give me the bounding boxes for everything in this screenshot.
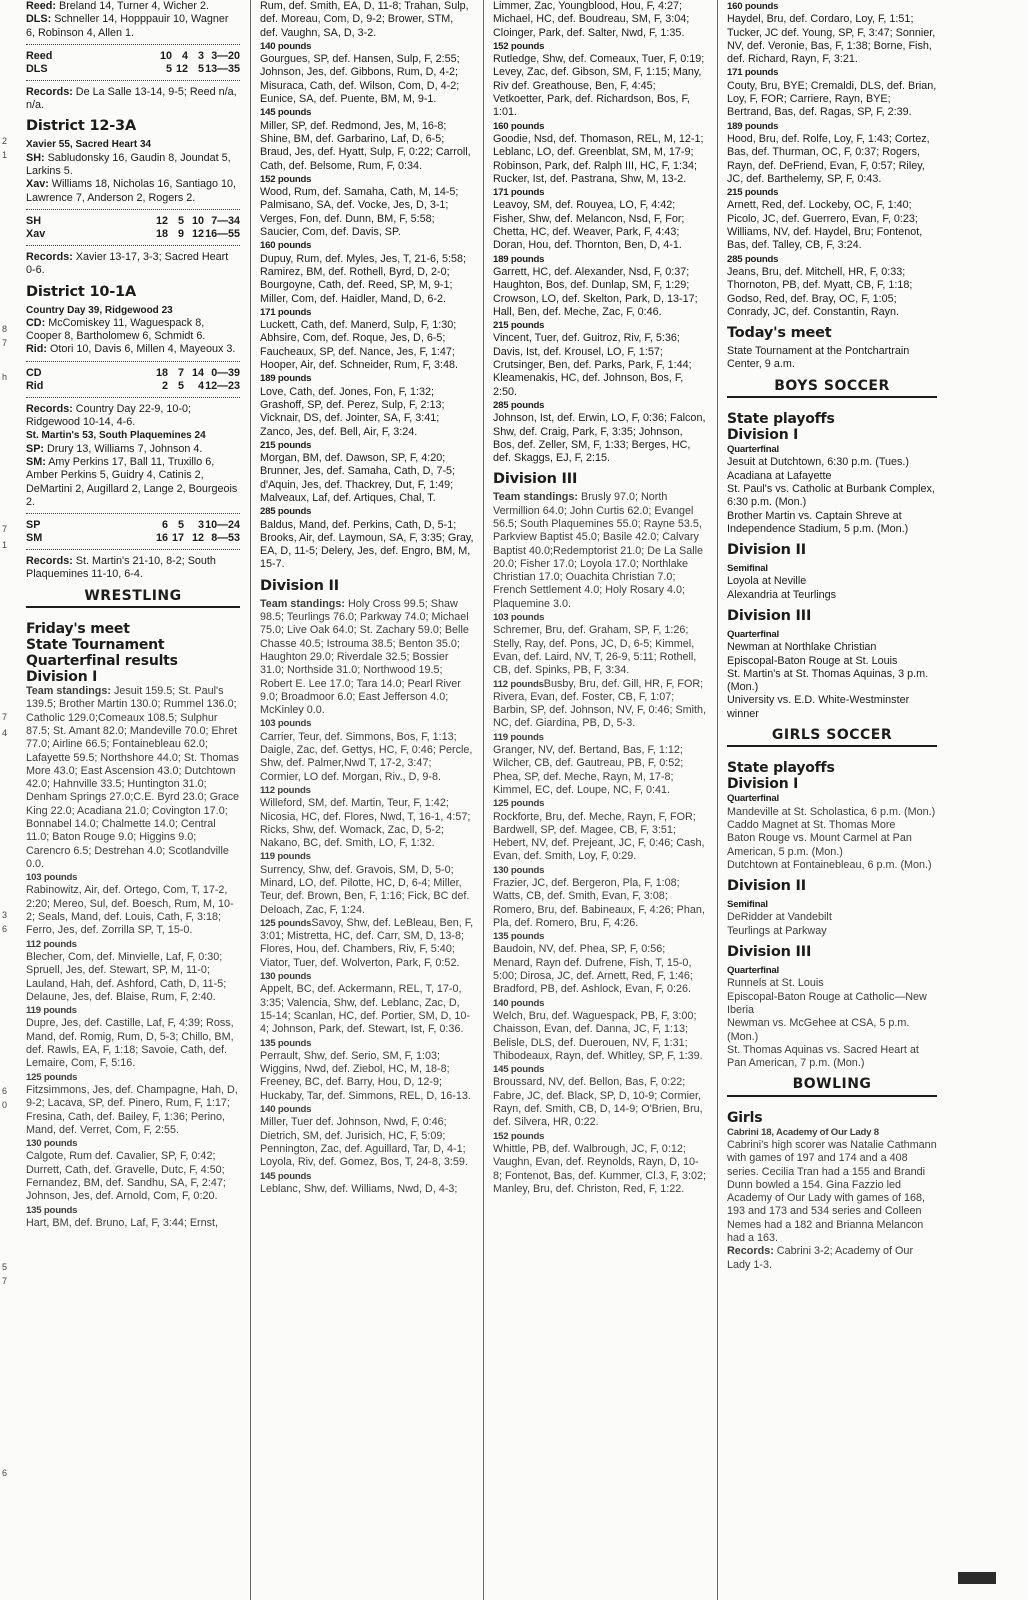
results-paragraph: Dupuy, Rum, def. Myles, Jes, T, 21-6, 5:58; Ramirez, BM, def. Rothell, Byrd, D, 2-0; Bourgoyne, Cath, def. Reed, SP, M, 9-1; Miller, Com, def. Haidler, Mand, D, 6-2. (260, 252, 467, 305)
game-listing: St. Martin's at St. Thomas Aquinas, 3 p.m. (Mon.) (727, 667, 929, 694)
section-heading-wrestling: WRESTLING (26, 582, 240, 608)
results-paragraph: 160 pounds (260, 240, 312, 252)
gutter-mark: 6 (2, 1086, 8, 1096)
games-list (727, 575, 937, 602)
results-paragraph: Welch, Bru, def. Waguespack, PB, F, 3:00; Chaisson, Evan, def. Danna, JC, F, 1:13; Belisle, DLS, def. Duerouen, NV, F, 1:31; Thibodeaux, Rayn, def. Whitley, SP, F, 1:39. (493, 1009, 703, 1062)
records-line: Records: De La Salle 13-14, 9-5; Reed n/a, n/a. (26, 85, 237, 112)
todays-meet-text: State Tournament at the Pontchartrain Center, 9 a.m. (727, 345, 910, 371)
results-paragraph: 171 pounds (727, 67, 779, 79)
records-line: Records: Cabrini 3-2; Academy of Our Lady 1-3. (727, 1245, 914, 1271)
results-body (26, 685, 240, 1230)
column-4 (727, 0, 937, 1600)
results-paragraph: Garrett, HC, def. Alexander, Nsd, F, 0:37; Haughton, Bos, def. Dunlap, SM, F, 1:29; Crowson, LO, def. Skelton, Park, D, 13-17; Hall, Ben, def. Meche, Zac, F, 0:46. (493, 265, 698, 318)
results-paragraph: Rum, def. Smith, EA, D, 11-8; Trahan, Sulp, def. Moreau, Com, D, 9-2; Brower, STM, def. Vaughn, SA, D, 3-2. (260, 0, 469, 39)
results-paragraph: Goodie, Nsd, def. Thomason, REL, M, 12-1; Leblanc, LO, def. Greenblat, SM, M, 17-9; Robinson, Park, def. Ralph III, HC, F, 1:34; Rucker, Ist, def. Pastrana, Shw, M, 13-2. (493, 132, 704, 185)
results-paragraph: Team standings: Jesuit 159.5; St. Paul's 139.5; Brother Martin 130.0; Rummel 136.0; Catholic 129.0;Comeaux 108.5; Sulphur 87.5; St. Amant 82.0; Mandeville 70.0; Ehret 77.0; Airline 66.5; Fontainebleau 62.0; Lafayette 59.5; Northshore 44.0; St. Thomas More 43.0; East Ascension 43.0; Dutchtown 42.0; Hahnville 33.5; Huntington 31.0; Denham Springs 27.0;C.E. Byrd 23.0; Grace King 22.0; Acadiana 21.0; Covington 17.0; Bonnabel 14.0; Chalmette 14.0; Central 11.0; Baton Rouge 9.0; Higgins 9.0; Carencro 6.5; Destrehan 4.0; Scotlandville 0.0. (26, 685, 240, 870)
gutter-mark: 0 (2, 1100, 8, 1110)
results-paragraph: 130 pounds (493, 864, 545, 876)
results-paragraph: Morgan, BM, def. Dawson, SP, F, 4:20; Brunner, Jes, def. Samaha, Cath, D, 7-5; d'Aquin, Jes, def. Thackrey, Dut, F, 1:49; Malveaux, Laf, def. Artiques, Chal, T. (260, 452, 456, 504)
results-paragraph: Leavoy, SM, def. Rouyea, LO, F, 4:42; Fisher, Shw, def. Melancon, Nsd, F, For; Chetta, HC, def. Weaver, Park, F, 4:43; Doran, Hou, def. Thornton, Ben, D, 4-1. (493, 199, 685, 252)
game-listing: Newman vs. McGehee at CSA, 5 p.m. (Mon.) (727, 1017, 910, 1043)
results-paragraph: Schremer, Bru, def. Graham, SP, F, 1:26; Stelly, Ray, def. Pons, JC, D, 6-5; Kimmel, Evan, def. Laird, NV, T, 26-9, 5:11; Rothell, CB, def. Spinks, PB, F, 3:34. (493, 624, 697, 677)
results-paragraph: Hart, BM, def. Bruno, Laf, F, 3:44; Ernst, (26, 1216, 219, 1229)
dotted-rule (26, 549, 240, 550)
results-body (727, 0, 937, 319)
playoffs-heading: State playoffs (727, 411, 835, 428)
results-paragraph: Carrier, Teur, def. Simmons, Bos, F, 1:13; Daigle, Zac, def. Gettys, HC, F, 0:46; Percle, Shw, def. Palmer,Nwd T, 17-2, 3:47; Cormier, LO def. Morgan, Riv., D, 9-8. (260, 730, 473, 783)
results-paragraph: Broussard, NV, def. Bellon, Bas, F, 0:22; Fabre, JC, def. Black, SP, D, 10-9; Cormier, Rayn, def. Smith, CB, D, 14-9; O'Brien, Bru, def. Silvera, HR, 0:22. (493, 1076, 703, 1129)
round-label: Quarterfinal (727, 628, 779, 640)
gutter-mark: 1 (2, 150, 8, 160)
linescore-row: CD 18 7 14 0—39 (26, 366, 240, 379)
division-heading: Division III (493, 471, 578, 488)
results-paragraph: 125 pounds (493, 798, 545, 810)
game-listing: Alexandria at Teurlings (727, 588, 837, 601)
meet-heading: Quarterfinal results (26, 653, 178, 670)
dotted-rule (26, 80, 240, 81)
gutter-mark: 3 (2, 910, 8, 920)
results-paragraph: Appelt, BC, def. Ackermann, REL, T, 17-0, 3:35; Valencia, Shw, def. Leblanc, Zac, D, 15-14; Scanlan, HC, def. Portier, SM, D, 10-4; Johnson, Park, def. Stewart, Ist, F, 0:36. (260, 983, 471, 1036)
column-rule (250, 0, 251, 1600)
results-paragraph: Gourgues, SP, def. Hansen, Sulp, F, 2:55; Johnson, Jes, def. Gibbons, Rum, D, 4-2; Misuraca, Cath, def. Wilson, Com, D, 4-2; Eunice, SA, def. Puente, BM, M, 9-1. (260, 53, 460, 106)
game-listing: University vs. E.D. White-Westminster winner (727, 694, 910, 720)
dotted-rule (26, 209, 240, 210)
gutter-mark: 4 (2, 728, 8, 738)
district-heading: District 10-1A (26, 283, 136, 300)
scorer-line: Reed: Breland 14, Turner 4, Wicher 2. (26, 0, 210, 12)
results-paragraph: 119 pounds (26, 1005, 77, 1017)
column-3 (493, 0, 707, 1600)
results-paragraph: 140 pounds (260, 40, 312, 52)
scorer-line: CD: McComiskey 11, Waguespack 8, Cooper 8, Bartholomew 6, Schmidt 6. (26, 316, 206, 343)
playoffs-heading: State playoffs (727, 760, 835, 777)
dotted-rule (26, 44, 240, 45)
round-label: Quarterfinal (727, 444, 779, 456)
division-heading: Division II (260, 577, 339, 594)
linescore-row: SH 12 5 10 7—34 (26, 214, 240, 227)
results-paragraph: 103 pounds (493, 612, 545, 624)
results-paragraph: 130 pounds (260, 971, 312, 983)
game-listing: Episcopal-Baton Rouge at St. Louis (727, 654, 898, 667)
game-listing: Loyola at Neville (727, 575, 807, 588)
results-paragraph: 285 pounds (727, 253, 779, 265)
results-paragraph: Team standings: Brusly 97.0; North Vermillion 64.0; John Curtis 62.0; Evangel 56.5; South Plaquemines 55.0; Rayne 53.5, Parkview Baptist 45.0; Basile 42.0; Calvary Baptist 40.0;Redemptorist 21.0; De La Salle 20.0; Fisher 17.0; Loyola 17.0; Northlake Christian 17.0; Ouachita Christian 7.0; French Settlement 4.0; Holy Rosary 4.0; Plaquemine 3.0. (493, 491, 704, 610)
results-paragraph: 112 poundsBusby, Bru, def. Gill, HR, F, FOR; Rivera, Evan, def. Foster, CB, F, 1:07; Barbin, SP, def. Johnson, NV, F, 0:46; Smith, NC, def. Giardina, PB, D, 5-3. (493, 677, 707, 730)
game-listing: St. Thomas Aquinas vs. Sacred Heart at Pan American, 7 p.m. (Mon.) (727, 1043, 919, 1070)
division-heading: Division III (727, 944, 812, 961)
results-paragraph: Love, Cath, def. Jones, Fon, F, 1:32; Grashoff, SP, def. Perez, Sulp, F, 2:13; Vicknair, DS, def. Jointer, SA, F, 3:41; Zanco, Jes, def. Bell, Air, F, 3:24. (260, 385, 445, 438)
results-paragraph: Willeford, SM, def. Martin, Teur, F, 1:42; Nicosia, HC, def. Flores, Nwd, T, 16-1, 4:57; Ricks, Shw, def. Womack, Zac, D, 5-2; Nakano, BC, def. Smith, LO, F, 1:32. (260, 797, 471, 850)
game-listing: Baton Rouge vs. Mount Carmel at Pan American, 5 p.m. (Mon.) (727, 832, 912, 858)
results-body (260, 0, 474, 572)
game-listing: Jesuit at Dutchtown, 6:30 p.m. (Tues.) (727, 456, 910, 469)
round-label: Quarterfinal (727, 965, 779, 977)
results-paragraph: 112 pounds (260, 784, 311, 796)
division-heading: Division II (727, 878, 806, 895)
results-paragraph: Blecher, Com, def. Minvielle, Laf, F, 0:30; Spruell, Jes, def. Stewart, SP, M, 11-0; Lauland, Hah, def. Ashford, Cath, D, 11-5; Delaune, Jes, def. Blaise, Rum, F, 2:40. (26, 950, 227, 1003)
gutter-mark: 1 (2, 540, 8, 550)
gutter-mark: 6 (2, 1468, 8, 1478)
results-paragraph: 119 pounds (493, 731, 544, 743)
gutter-mark: 8 (2, 324, 8, 334)
gutter-mark: 7 (2, 712, 8, 722)
results-paragraph: 119 pounds (260, 851, 311, 863)
results-paragraph: Luckett, Cath, def. Manerd, Sulp, F, 1:30; Abhsire, Com, def. Roque, Jes, D, 6-5; Faucheaux, SP, def. Nance, Jes, F, 1:47; Hooper, Air, def. Schneider, Rum, F, 3:48. (260, 319, 459, 372)
scorer-line: SM: Amy Perkins 17, Ball 11, Truxillo 6, Amber Perkins 5, Guidry 4, Catinis 2, DeMartini 2, Augillard 2, Lange 2, Bourgeois 2. (26, 455, 238, 508)
game-listing: Teurlings at Parkway (727, 924, 827, 937)
column-rule (483, 0, 484, 1600)
game-result: Xavier 55, Sacred Heart 34 (26, 139, 152, 151)
black-box (958, 1572, 996, 1584)
division-heading: Division I (26, 669, 98, 686)
scorer-line: Xav: Williams 18, Nicholas 16, Santiago 10, Lawrence 7, Anderson 2, Rogers 2. (26, 178, 237, 204)
district-heading: District 12-3A (26, 118, 136, 135)
results-paragraph: 152 pounds (493, 40, 545, 52)
results-paragraph: 285 pounds (493, 399, 545, 411)
bowling-game: Cabrini 18, Academy of Our Lady 8 (727, 1126, 879, 1138)
results-paragraph: Hood, Bru, def. Rolfe, Loy, F, 1:43; Cortez, Bas, def. Thurman, OC, F, 0:37; Rogers, Rayn, def. DeFriend, Evan, F, 0:57; Riley, JC, def. Barthelemy, SP, F, 0:43. (727, 132, 930, 185)
results-paragraph: 189 pounds (493, 253, 545, 265)
results-paragraph: 125 poundsSavoy, Shw, def. LeBleau, Ben, F, 3:01; Mistretta, HC, def. Carr, SM, D, 13-8; Flores, Hou, def. Chambers, Riv, F, 5:40; Viator, Tuer, def. Wolverton, Park, F, 0:52. (260, 916, 474, 969)
records-line: Records: Xavier 13-17, 3-3; Sacred Heart 0-6. (26, 250, 229, 277)
bowling-girls-heading: Girls (727, 1109, 763, 1126)
results-paragraph: 285 pounds (260, 506, 312, 518)
division-heading: Division I (727, 776, 799, 793)
gutter-mark: h (2, 372, 8, 382)
results-paragraph: Leblanc, Shw, def. Williams, Nwd, D, 4-3; (260, 1182, 458, 1195)
results-paragraph: Limmer, Zac, Youngblood, Hou, F, 4:27; Michael, HC, def. Boudreau, SM, F, 3:04; Cloinger, Park, def. Salter, Nwd, F, 1:35. (493, 0, 690, 39)
results-paragraph: 103 pounds (260, 718, 312, 730)
scorer-line: SH: Sabludonsky 16, Gaudin 8, Joundat 5, Larkins 5. (26, 151, 231, 178)
game-listing: Runnels at St. Louis (727, 977, 824, 990)
results-body (493, 0, 707, 465)
linescore-row: Xav 18 9 12 16—55 (26, 227, 240, 240)
results-paragraph: Baldus, Mand, def. Perkins, Cath, D, 5-1; Brooks, Air, def. Laymoun, SA, F, 3:35; Gray, EA, D, 11-5; Delery, Jes, def. Engro, BM, M, 15-7. (260, 518, 474, 571)
section-heading-bowling: BOWLING (727, 1070, 937, 1096)
results-paragraph: 125 pounds (26, 1071, 78, 1083)
results-paragraph: 103 pounds (26, 872, 78, 884)
gutter-mark: 5 (2, 1262, 8, 1272)
division-heading: Division I (727, 427, 799, 444)
division-heading: Division III (727, 607, 812, 624)
results-paragraph: Rutledge, Shw, def. Comeaux, Tuer, F, 0:19; Levey, Zac, def. Gibson, SM, F, 1:15; Many, Riv def. Greathouse, Ben, F, 4:45; Vetkoetter, Park, def. Richardson, Bos, F, 1:01. (493, 53, 705, 119)
results-paragraph: 130 pounds (26, 1138, 78, 1150)
section-heading-boys-soccer: BOYS SOCCER (727, 372, 937, 398)
results-paragraph: 135 pounds (493, 931, 545, 943)
linescore-row: Reed 10 4 3 3—20 (26, 49, 240, 62)
column-1 (26, 0, 240, 1600)
games-list (727, 911, 937, 938)
results-paragraph: Vincent, Tuer, def. Guitroz, Riv, F, 5:36; Davis, Ist, def. Krousel, LO, F, 1:57; Crutsinger, Ben, def. Parks, Park, F, 1:44; Kleamenakis, HC, def. Johnson, Bos, F, 2:50. (493, 332, 692, 398)
results-paragraph: 140 pounds (493, 997, 545, 1009)
game-listing: Mandeville at St. Scholastica, 6 p.m. (Mon.) (727, 805, 936, 818)
results-paragraph: 215 pounds (493, 320, 545, 332)
linescore-row: SM 16 17 12 8—53 (26, 532, 240, 545)
todays-meet-heading: Today's meet (727, 325, 832, 342)
results-paragraph: Calgote, Rum def. Cavalier, SP, F, 0:42; Durrett, Cath, def. Gravelle, Dutc, F, 4:50; Fernandez, BM, def. Sandhu, SA, F, 2:47; Johnson, Jes, def. Arnold, Com, F, 0:20. (26, 1150, 226, 1203)
results-paragraph: 145 pounds (260, 107, 312, 119)
results-paragraph: 171 pounds (493, 187, 545, 199)
results-paragraph: Baudoin, NV, def. Phea, SP, F, 0:56; Menard, Rayn def. Dufrene, Fish, T, 15-0, 5:00; Dirosa, JC, def. Arnett, Red, F, 1:46; Bradford, PB, def. Ashlock, Evan, F, 0:26. (493, 943, 693, 996)
dotted-rule (26, 397, 240, 398)
results-paragraph: 171 pounds (260, 306, 312, 318)
results-paragraph: 152 pounds (493, 1130, 545, 1142)
linescore-row: DLS 5 12 5 13—35 (26, 62, 240, 75)
game-listing: Dutchtown at Fontainebleau, 6 p.m. (Mon.) (727, 858, 932, 871)
results-paragraph: 160 pounds (493, 120, 545, 132)
results-paragraph: Johnson, Ist, def. Erwin, LO, F, 0:36; Falcon, Shw, def. Craig, Park, F, 3:35; Johnson, Bos, def. Zeller, SM, F, 1:33; Berges, HC, def. Skaggs, EJ, F, 2:15. (493, 412, 706, 465)
game-listing: DeRidder at Vandebilt (727, 911, 832, 924)
game-listing: Caddo Magnet at St. Thomas More (727, 818, 896, 831)
column-2 (260, 0, 474, 1600)
gutter-mark: 2 (2, 136, 8, 146)
results-paragraph: Surrency, Shw, def. Gravois, SM, D, 5-0; Minard, LO, def. Pilotte, HC, D, 6-4; Miller, Teur, def. Brown, Ben, F, 1:16; Fick, BC def. Deloach, Zac, F, 1:24. (260, 863, 470, 916)
pre-lines (26, 0, 240, 40)
game-result: St. Martin's 53, South Plaquemines 24 (26, 430, 206, 442)
meet-heading: Friday's meet (26, 621, 130, 638)
results-paragraph: Couty, Bru, BYE; Cremaldi, DLS, def. Brian, Loy, F, FOR; Carriere, Rayn, BYE; Bertrand, Bas, def. Ragas, SP, F, 2:39. (727, 79, 937, 119)
round-label: Semifinal (727, 563, 768, 575)
results-paragraph: Granger, NV, def. Bertand, Bas, F, 1:12; Wilcher, CB, def. Gautreau, PB, F, 0:52; Phea, SP, def. Meche, Rayn, M, 17-8; Kimmel, EC, def. Loupe, NC, F, 0:41. (493, 744, 684, 796)
gutter-mark: 7 (2, 524, 8, 534)
gutter-mark: 7 (2, 338, 8, 348)
game-listing: Episcopal-Baton Rouge at Catholic—New Iberia (727, 990, 927, 1016)
games-list (727, 641, 937, 721)
results-paragraph: 112 pounds (26, 938, 77, 950)
game-listing: St. Paul's vs. Catholic at Burbank Complex, 6:30 p.m. (Mon.) (727, 482, 935, 509)
results-paragraph: Whittle, PB, def. Walbrough, JC, F, 0:12; Vaughn, Evan, def. Reynolds, Rayn, D, 10-8; Fontenot, Bas, def. Kummer, Cl.3, F, 3:02; Manley, Bru, def. Christon, Red, F, 1:22. (493, 1142, 707, 1195)
results-paragraph: 140 pounds (260, 1104, 312, 1116)
results-paragraph: 189 pounds (727, 120, 779, 132)
results-paragraph: 145 pounds (493, 1064, 545, 1076)
gutter-mark: 7 (2, 1276, 8, 1286)
games-list (727, 977, 937, 1070)
results-paragraph: Frazier, JC, def. Bergeron, Pla, F, 1:08; Watts, CB, def. Smith, Evan, F, 3:08; Romero, Bru, def. Babineaux, F, 4:26; Phan, Pla, def. Romero, Bru, F, 4:26. (493, 877, 705, 929)
games-list (727, 456, 937, 536)
meet-heading: State Tournament (26, 637, 165, 654)
game-listing: Acadiana at Lafayette (727, 469, 832, 482)
dotted-rule (26, 361, 240, 362)
game-listing: Newman at Northlake Christian (727, 641, 877, 654)
results-paragraph: Miller, SP, def. Redmond, Jes, M, 16-8; Shine, BM, def. Garbarino, Laf, D, 6-5; Braud, Jes, def. Hyatt, Sulp, F, 0:22; Carroll, Cath, def. Belsome, Rum, F, 0:34. (260, 119, 471, 172)
results-paragraph: Fitzsimmons, Jes, def. Champagne, Hah, D, 9-2; Lacava, SP, def. Pinero, Rum, F, 1:17; Fresina, Cath, def. Bailey, F, 1:36; Perino, Mand, def. Verret, Com, F, 2:55. (26, 1083, 238, 1136)
results-paragraph: Dupre, Jes, def. Castille, Laf, F, 4:39; Ross, Mand, def. Romig, Rum, D, 5-3; Chillo, BM, def. Rawls, EA, F, 1:18; Savoie, Cath, def. Lemaire, Com, F, 5:16. (26, 1017, 234, 1070)
gutter-mark: 6 (2, 924, 8, 934)
results-paragraph: 145 pounds (260, 1170, 312, 1182)
results-paragraph: Rabinowitz, Air, def. Ortego, Com, T, 17-2, 2:20; Mereo, Sul, def. Boesch, Rum, M, 10-2; Seals, Mand, def. Louis, Cath, F, 3:18; Ferro, Jes, def. Zorrilla SP, T, 15-0. (26, 884, 234, 937)
scorer-line: SP: Drury 13, Williams 7, Johnson 4. (26, 442, 203, 455)
results-paragraph: 135 pounds (260, 1037, 312, 1049)
results-paragraph: Arnett, Red, def. Lockeby, OC, F, 1:40; Picolo, JC, def. Guerrero, Evan, F, 0:23; Williams, NV, def. Haydel, Bru; Fontenot, Bas, def. Talley, CB, F, 3:24. (727, 199, 923, 252)
results-paragraph: 160 pounds (727, 1, 779, 12)
column-rule (717, 0, 718, 1600)
results-paragraph: 215 pounds (727, 187, 779, 199)
scorer-line: Rid: Otori 10, Davis 6, Millen 4, Mayeoux 3. (26, 343, 236, 356)
dotted-rule (26, 245, 240, 246)
dotted-rule (26, 513, 240, 514)
linescore-row: SP 6 5 3 10—24 (26, 519, 240, 532)
results-paragraph: Jeans, Bru, def. Mitchell, HR, F, 0:33; Thornoton, PB, def. Myatt, CB, F, 1:18; Godso, Red, def. Bray, OC, F, 1:05; Conrady, JC, def. Constantin, Rayn. (727, 265, 913, 318)
results-body (493, 491, 707, 1196)
results-paragraph: Team standings: Holy Cross 99.5; Shaw 98.5; Teurlings 76.0; Parkway 74.0; Michael 75.0; Live Oak 64.0; St. Zachary 59.0; Belle Chasse 40.5; Istrouma 38.5; Benton 35.0; Haughton 29.0; Riverdale 32.5; Bossier 31.0; Northside 31.0; Northwood 19.5; Robert E. Lee 17.0; Tara 14.0; Pearl River 9.0; Broadmoor 6.0; East Jefferson 4.0; McKinley 0.0. (260, 597, 469, 717)
round-label: Quarterfinal (727, 793, 779, 805)
results-paragraph: 152 pounds (260, 173, 312, 185)
results-paragraph: 189 pounds (260, 373, 312, 385)
games-list (727, 806, 937, 872)
results-paragraph: Haydel, Bru, def. Cordaro, Loy, F, 1:51; Tucker, JC def. Young, SP, F, 3:47; Sonnier, NV, def. Veronie, Bas, F, 1:38; Borne, Fish, def. Richard, Rayn, F, 3:21. (727, 13, 936, 66)
records-line: Records: St. Martin's 21-10, 8-2; South Plaquemines 11-10, 6-4. (26, 555, 216, 581)
results-paragraph: Wood, Rum, def. Samaha, Cath, M, 14-5; Palmisano, SA, def. Vocke, Jes, D, 3-1; Verges, Fon, def. Dunn, BM, F, 5:58; Saucier, Com, def. Davis, SP. (260, 186, 459, 239)
scorer-line: DLS: Schneller 14, Hopppauir 10, Wagner 6, Robinson 4, Allen 1. (26, 13, 229, 39)
results-paragraph: Miller, Tuer def. Johnson, Nwd, F, 0:46; Dietrich, SM, def. Jurisich, HC, F, 5:09; Pennington, Zac, def. Aguillard, Tar, D, 4-1; Loyola, Riv, def. Gomez, Bos, T, 24-8, 3:59. (260, 1116, 468, 1169)
game-listing: Brother Martin vs. Captain Shreve at Independence Stadium, 5 p.m. (Mon.) (727, 509, 909, 535)
results-paragraph: Perrault, Shw, def. Serio, SM, F, 1:03; Wiggins, Nwd, def. Ziebol, HC, M, 18-8; Freeney, BC, def. Barry, Hou, D, 12-9; Huckaby, Tar, def. Simmons, REL, D, 16-13. (260, 1049, 471, 1102)
gutter-marks (0, 0, 14, 1600)
division-heading: Division II (727, 542, 806, 559)
results-paragraph: Rockforte, Bru, def. Meche, Rayn, F, FOR; Bardwell, SP, def. Magee, CB, F, 3:51; Hebert, NV, def. Prejeant, JC, F, 0:46; Cash, Evan, def. Smith, Loy, F, 0:29. (493, 810, 705, 863)
results-body (260, 598, 474, 1196)
game-result: Country Day 39, Ridgewood 23 (26, 304, 173, 316)
results-paragraph: 215 pounds (260, 439, 312, 451)
results-paragraph: 135 pounds (26, 1204, 78, 1216)
records-line: Records: Country Day 22-9, 10-0; Ridgewood 10-14, 4-6. (26, 402, 192, 429)
section-heading-girls-soccer: GIRLS SOCCER (727, 721, 937, 747)
bowling-text: Cabrini's high scorer was Natalie Cathmann with games of 197 and 174 and a 408 series. Cecilia Tran had a 155 and Brandi Dunn bowled a 154. Gina Fazzio led Academy of Our Lady with games of 168, 193 and 173 and 534 series and Colleen Nemes had a 182 and Brianna Melancon had a 163. (727, 1139, 937, 1245)
linescore-row: Rid 2 5 4 12—23 (26, 379, 240, 392)
round-label: Semifinal (727, 899, 768, 911)
